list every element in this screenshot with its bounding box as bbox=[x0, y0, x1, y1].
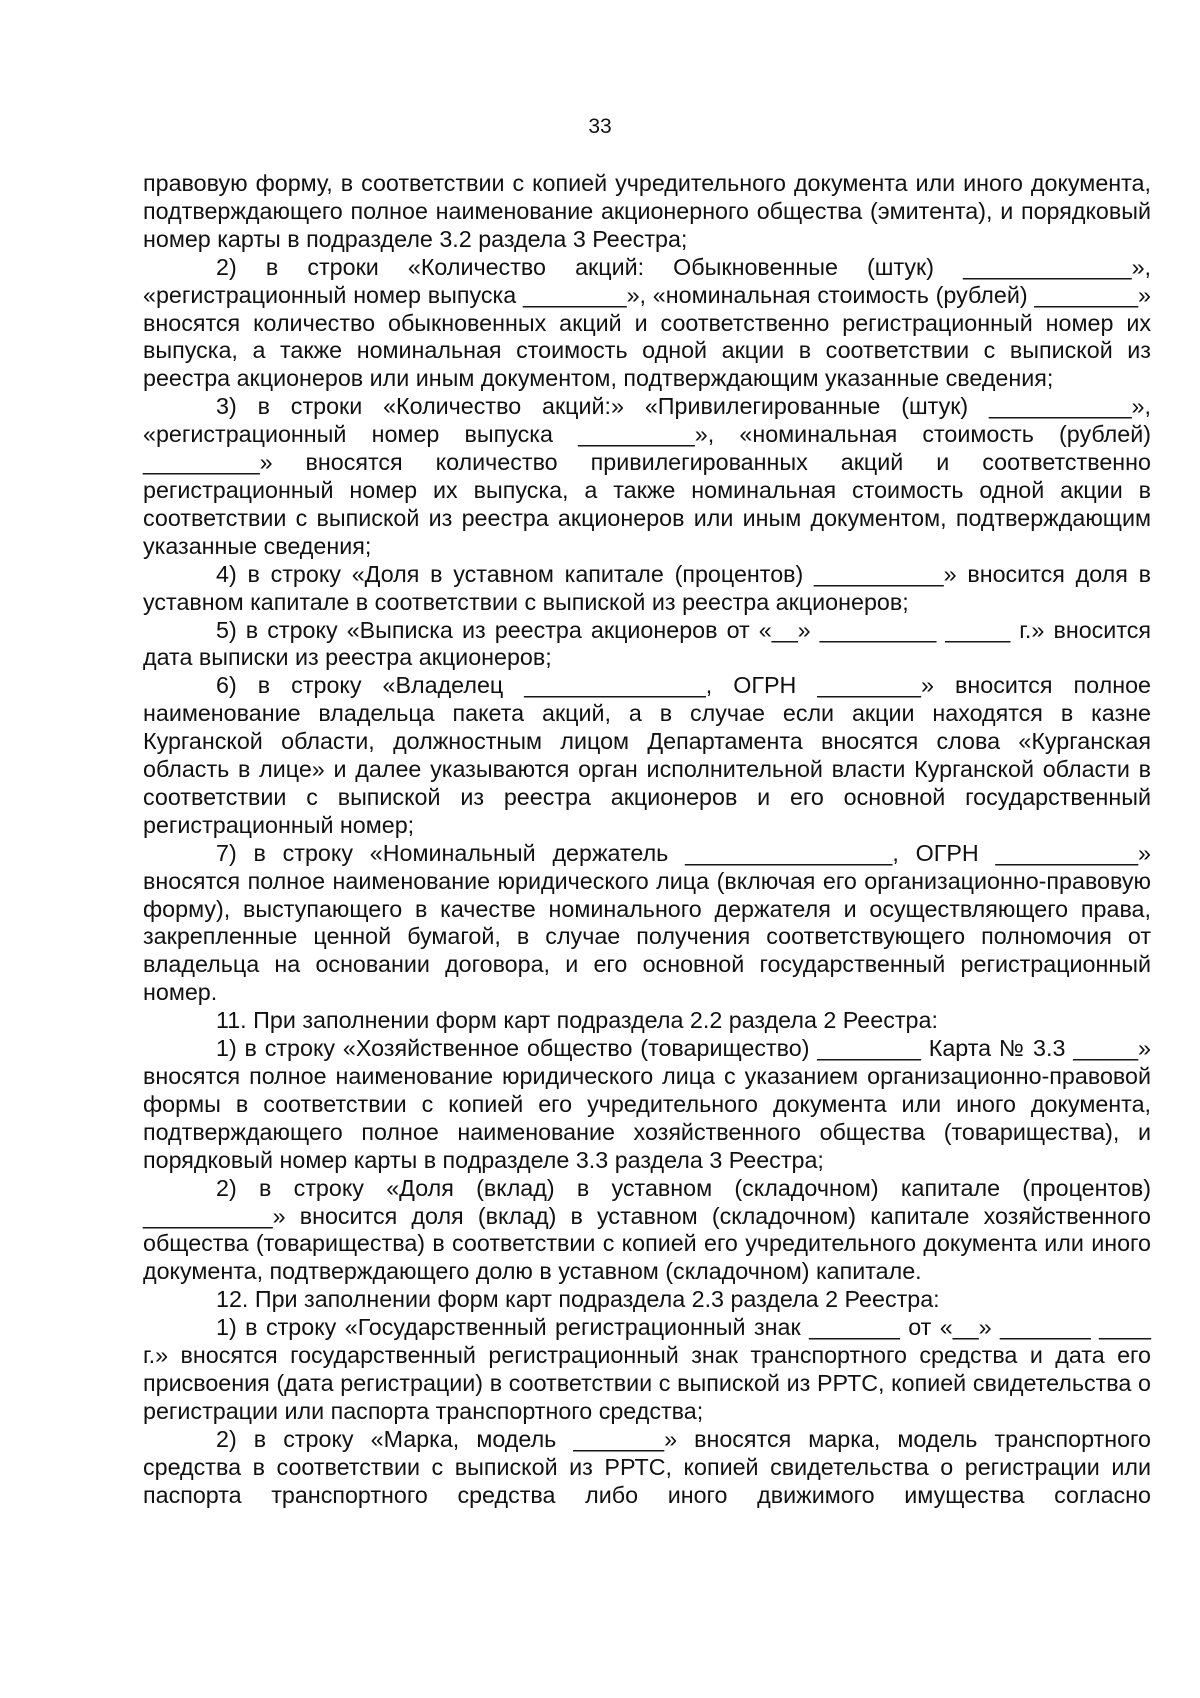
paragraph-item-6-owner: 6) в строку «Владелец ______________, ОГРН ________» вносится полное наименование владельца пакета акций, а в случае если акции находятся в казне Курганской области, должностным лицом Департамента вносятся слова «Курганская область в лице» и далее указываются орган исполнительной власти Курганской области в соответствии с выпиской из реестра акционеров и его основной государственный регистрационный номер; bbox=[143, 672, 1151, 838]
paragraph-item-5-registry-extract: 5) в строку «Выписка из реестра акционеров от «__» _________ _____ г.» вносится дата выписки из реестра акционеров; bbox=[143, 616, 1151, 671]
paragraph-12-item-2-make-model: 2) в строку «Марка, модель _______» вносятся марка, модель транспортного средства в соответствии с выпиской из РРТС, копией свидетельства о регистрации или паспорта транспортного средства либо иного движимого имущества согласно bbox=[143, 1425, 1151, 1508]
paragraph-12-item-1-registration-plate: 1) в строку «Государственный регистрационный знак _______ от «__» _______ ____ г.» вносятся государственный регистрационный знак транспортного средства и дата его присвоения (дата регистрации) в соответствии с выпиской из РРТС, копией свидетельства о регистрации или паспорта транспортного средства; bbox=[143, 1314, 1151, 1424]
paragraph-item-7-nominee-holder: 7) в строку «Номинальный держатель ________________, ОГРН ___________» вносятся полное наименование юридического лица (включая его организационно-правовую форму), выступающего в качестве номинального держателя и осуществляющего права, закрепленные ценной бумагой, в случае получения соответствующего полномочия от владельца на основании договора, и его основной государственный регистрационный номер. bbox=[143, 839, 1151, 1006]
paragraph-section-11: 11. При заполнении форм карт подраздела 2.2 раздела 2 Реестра: bbox=[216, 1007, 938, 1034]
page-number: 33 bbox=[588, 115, 612, 138]
document-body bbox=[143, 170, 1151, 1510]
paragraph-item-3-preferred-shares: 3) в строки «Количество акций:» «Привилегированные (штук) ___________», «регистрационный номер выпуска _________», «номинальная стоимость (рублей) _________» вносятся количество привилегированных акций и соответственно регистрационный номер их выпуска, а также номинальная стоимость одной акции в соответствии с выпиской из реестра акционеров или иным документом, подтверждающим указанные сведения; bbox=[143, 393, 1151, 559]
paragraph-section-12: 12. При заполнении форм карт подраздела 2.3 раздела 2 Реестра: bbox=[216, 1286, 940, 1313]
paragraph-11-item-1-company: 1) в строку «Хозяйственное общество (товарищество) ________ Карта № 3.3 _____» вносятся полное наименование юридического лица с указанием организационно-правовой формы в соответствии с копией его учредительного документа или иного документа, подтверждающего полное наименование хозяйственного общества (товарищества), и порядковый номер карты в подразделе 3.3 раздела 3 Реестра; bbox=[143, 1035, 1151, 1173]
paragraph-item-4-capital-share: 4) в строку «Доля в уставном капитале (процентов) __________» вносится доля в уставном капитале в соответствии с выпиской из реестра акционеров; bbox=[143, 560, 1151, 615]
paragraph-item-2-ordinary-shares: 2) в строки «Количество акций: Обыкновенные (штук) _____________», «регистрационный номер выпуска ________», «номинальная стоимость (рублей) ________» вносятся количество обыкновенных акций и соответственно регистрационный номер их выпуска, а также номинальная стоимость одной акции в соответствии с выпиской из реестра акционеров или иным документом, подтверждающим указанные сведения; bbox=[143, 253, 1151, 392]
paragraph-continuation: правовую форму, в соответствии с копией учредительного документа или иного документа, подтверждающего полное наименование акционерного общества (эмитента), и порядковый номер карты в подразделе 3.2 раздела 3 Реестра; bbox=[143, 170, 1151, 252]
paragraph-11-item-2-capital-share: 2) в строку «Доля (вклад) в уставном (складочном) капитале (процентов) __________» вносится доля (вклад) в уставном (складочном) капитале хозяйственного общества (товарищества) в соответствии с копией его учредительного документа или иного документа, подтверждающего долю в уставном (складочном) капитале. bbox=[143, 1174, 1151, 1285]
